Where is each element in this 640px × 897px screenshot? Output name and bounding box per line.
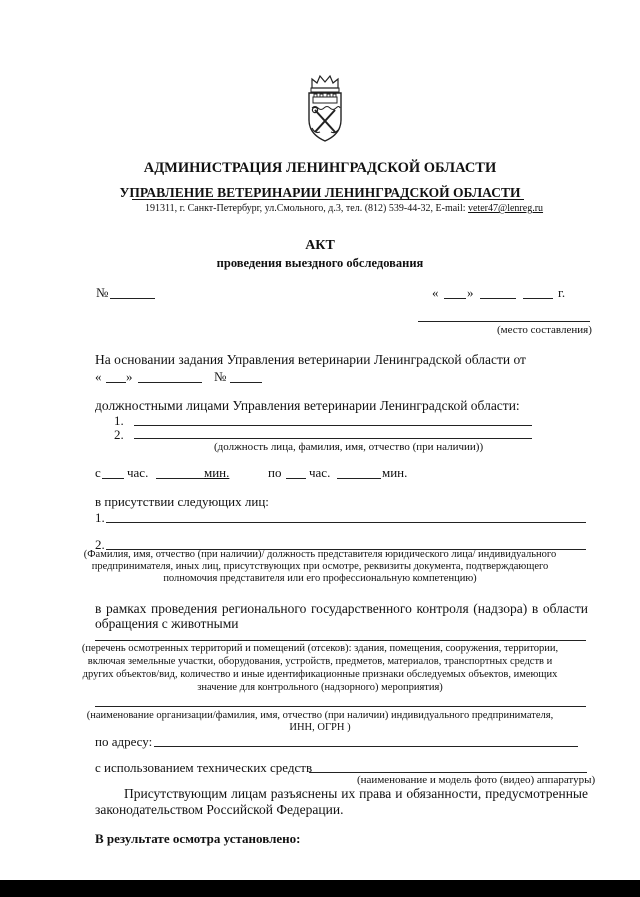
official-2-label: 2. (114, 427, 124, 442)
organization-field[interactable] (95, 706, 586, 707)
time-from-hour-field[interactable] (102, 478, 124, 479)
official-1-field[interactable] (134, 425, 532, 426)
address-line (145, 203, 543, 214)
control-line-1: в рамках проведения регионального государственного контроля (надзора) в области (95, 601, 588, 616)
org-title: АДМИНИСТРАЦИЯ ЛЕНИНГРАДСКОЙ ОБЛАСТИ (143, 160, 497, 176)
time-from-min-field[interactable] (156, 478, 204, 479)
coat-of-arms-icon (300, 72, 350, 144)
doc-title: АКТ (305, 238, 335, 253)
header-rule (132, 199, 524, 200)
address-label: по адресу: (95, 734, 153, 749)
presence-intro: в присутствии следующих лиц: (95, 494, 269, 509)
date-open-quote: « (432, 285, 439, 300)
rights-line-1: Присутствующим лицам разъяснены их права и обязанности, предусмотренные (124, 786, 588, 801)
basis-date-open: « (95, 369, 102, 384)
basis-day-field[interactable] (106, 382, 126, 383)
control-line-2: обращения с животными (95, 616, 239, 631)
basis-number-field[interactable] (230, 382, 262, 383)
presence-2-label: 2. (95, 537, 105, 552)
basis-number-label: № (214, 369, 227, 384)
official-2-field[interactable] (134, 438, 532, 439)
org-caption-1: (наименование организации/фамилия, имя, отчество (при наличии) индивидуального предпринимателя, (86, 710, 554, 721)
basis-month-field[interactable] (138, 382, 202, 383)
time-hours-1: час. (127, 465, 149, 480)
number-label: № (96, 285, 109, 300)
rights-line-2: законодательством Российской Федерации. (95, 802, 344, 817)
dept-title: УПРАВЛЕНИЕ ВЕТЕРИНАРИИ ЛЕНИНГРАДСКОЙ ОБЛАСТИ (119, 185, 521, 200)
scan-edge-bar (0, 880, 640, 897)
address-field[interactable] (154, 746, 578, 747)
objects-caption-4: значение для контрольного (надзорного) мероприятия) (197, 682, 443, 693)
objects-caption-2: включая земельные участки, оборудования, устройств, предметов, материалов, транспортных средств и (87, 656, 553, 667)
presence-caption-2: предпринимателя, иных лиц, присутствующих при осмотре, реквизиты документа, подтверждающего (91, 561, 549, 572)
basis-date-close: » (126, 369, 133, 384)
time-to-min-field[interactable] (337, 478, 381, 479)
officials-caption: (должность лица, фамилия, имя, отчество (при наличии)) (214, 441, 484, 453)
tech-label: с использованием технических средств (95, 760, 313, 775)
time-from-label: с (95, 465, 101, 480)
place-caption: (место составления) (497, 324, 592, 336)
presence-caption-3: полномочия представителя или его профессиональную компетенцию) (163, 573, 477, 584)
time-hours-2: час. (309, 465, 331, 480)
officials-intro: должностными лицами Управления ветеринарии Ленинградской области: (95, 398, 520, 413)
presence-caption-1: (Фамилия, имя, отчество (при наличии)/ должность представителя юридического лица/ индивидуального (83, 549, 557, 560)
time-to-label: по (268, 465, 282, 480)
presence-1-field[interactable] (106, 522, 586, 523)
objects-field[interactable] (95, 640, 586, 641)
org-caption-2: ИНН, ОГРН ) (289, 722, 351, 733)
time-minutes-2: мин. (382, 465, 408, 480)
date-month-field[interactable] (480, 298, 516, 299)
number-field[interactable] (110, 298, 155, 299)
date-close-quote: » (467, 285, 474, 300)
objects-caption-1: (перечень осмотренных территорий и помещений (отсеков): здания, помещения, сооружения, территории, (81, 643, 559, 654)
place-field[interactable] (418, 321, 590, 322)
official-1-label: 1. (114, 413, 124, 428)
time-minutes-1: мин. (204, 465, 230, 480)
year-suffix: г. (558, 285, 566, 300)
doc-subtitle: проведения выездного обследования (216, 256, 424, 270)
time-to-hour-field[interactable] (286, 478, 306, 479)
address-text: 191311, г. Санкт-Петербург, ул.Смольного, д.3, тел. (812) 539-44-32, E-mail: (145, 203, 469, 214)
presence-1-label: 1. (95, 510, 105, 525)
date-year-field[interactable] (523, 298, 553, 299)
result-label: В результате осмотра установлено: (95, 831, 301, 846)
basis-line: На основании задания Управления ветеринарии Ленинградской области от (95, 352, 526, 367)
objects-caption-3: других объектов/вид, количество и иные идентификационные признаки обследуемых объектов, имеющих (82, 669, 558, 680)
email-link[interactable]: veter47@lenreg.ru (468, 203, 544, 214)
date-day-field[interactable] (444, 298, 466, 299)
tech-caption: (наименование и модель фото (видео) аппаратуры) (357, 774, 596, 786)
tech-field[interactable] (309, 772, 587, 773)
